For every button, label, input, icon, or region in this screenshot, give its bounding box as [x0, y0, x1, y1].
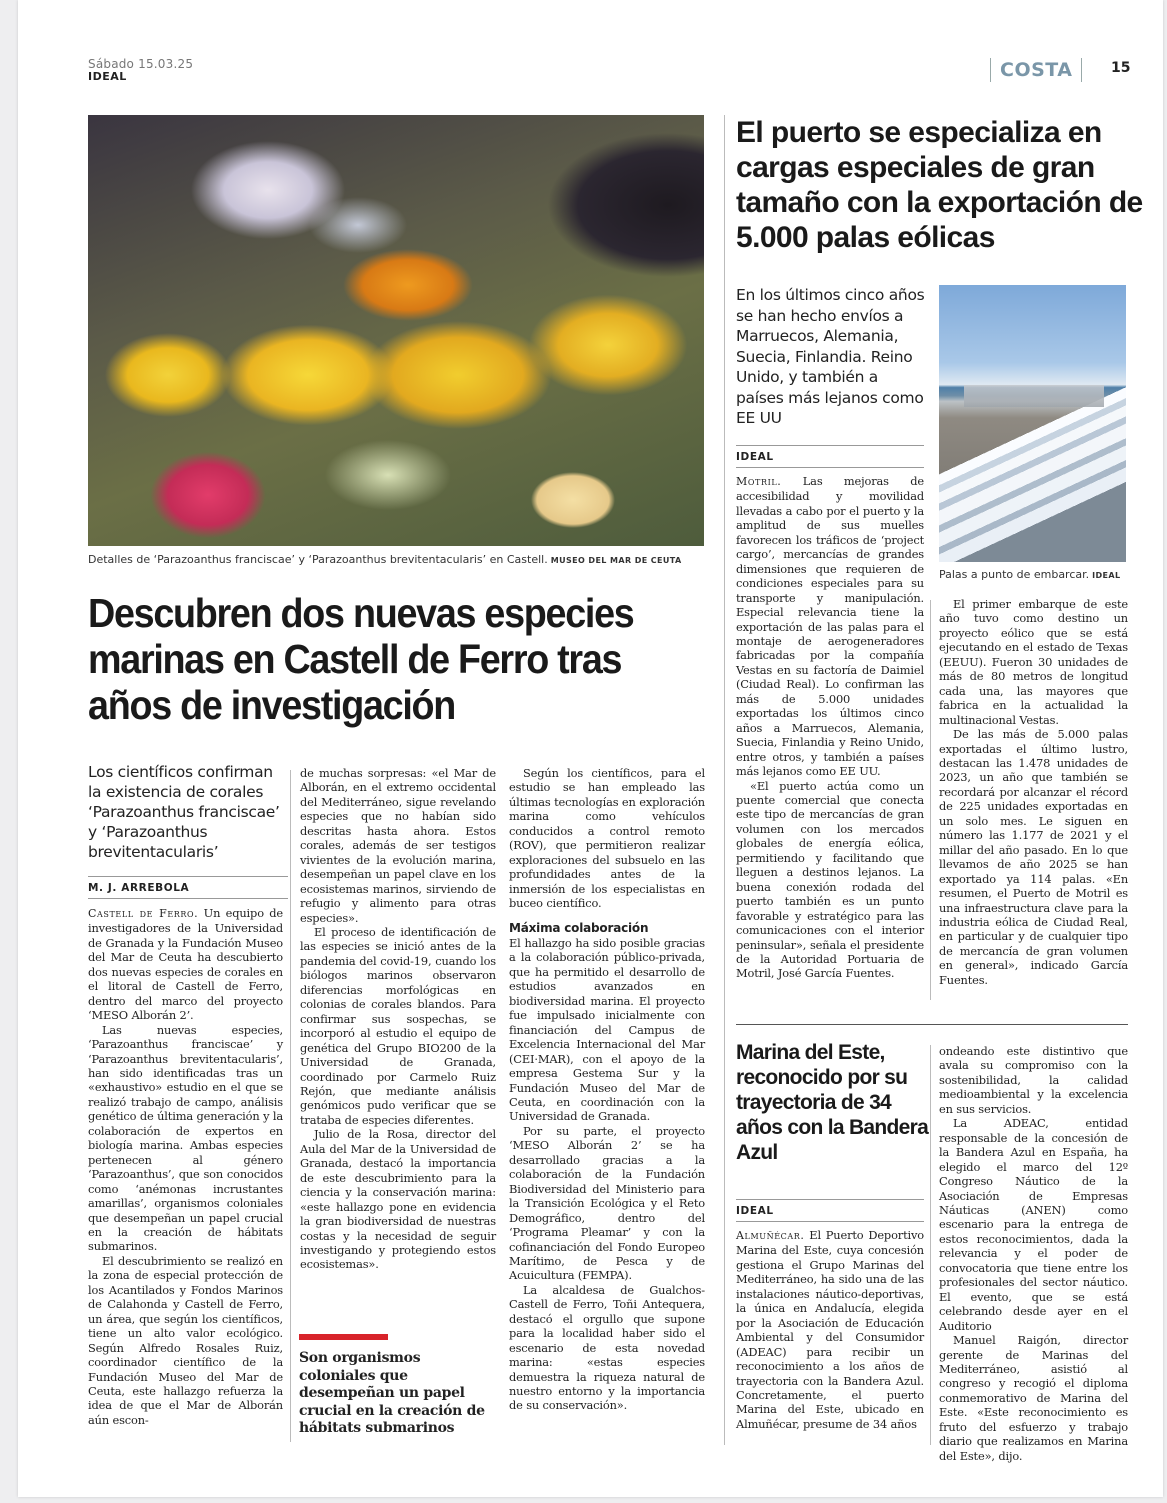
coral-photo-caption	[88, 553, 682, 566]
port-photo-caption	[939, 568, 1121, 581]
paragraph: La alcaldesa de Gualchos-Castell de Ferro, Toñi Antequera, destacó el orgullo que supone para la localidad haber sido el escenario de esta novedad marina: «estas especies demuestra la riqueza natural de nuestro entorno y la importancia de su conservación».	[509, 1282, 705, 1413]
pull-quote-bar	[299, 1334, 388, 1340]
marina-byline: IDEAL	[736, 1199, 924, 1222]
caption-text: Detalles de ‘Parazoanthus franciscae’ y ‘Parazoanthus brevitentacularis’ en Castell.	[88, 553, 548, 566]
paragraph: «El puerto actúa como un puente comercial que conecta este tipo de mercancías de gran volumen con los mercados globales de energía eólica, permitiendo y facilitando que lleguen a destinos lejanos. La buena conexión rodada del puerto también es un punto favorable y estratégico para las comunicaciones con el interior peninsular», señala el presidente de la Autoridad Portuaria de Motril, José García Fuentes.	[736, 778, 924, 981]
marina-headline: Marina del Este, reconocido por su trayectoria de 34 años con la Bandera Azul	[736, 1041, 929, 1164]
main-article-column-1	[88, 906, 283, 1427]
paragraph: Julio de la Rosa, director del Aula del Mar de la Universidad de Granada, destacó la importancia de este descubrimiento para la ciencia y la conservación marina: «este hallazgo pone en evidencia la gran biodiversidad de nuestras costas y la necesidad de seguir investigando y protegiendo estos ecosistemas».	[300, 1127, 496, 1272]
paragraph: El descubrimiento se realizó en la zona de especial protección de los Acantilados y Fondos Marinos de Calahonda y Castell de Ferro, un área, que según los científicos, tiene un alto valor ecológico. Según Alfredo Rosales Ruiz, coordinador científico de la Fundación Museo del Mar de Ceuta, este hallazgo refuerza la idea de que el Mar de Alborán aún escon-	[88, 1253, 283, 1427]
marina-article-column-2	[939, 1044, 1128, 1463]
caption-text: Palas a punto de embarcar.	[939, 568, 1090, 581]
wind-turbine-blades-photo-icon	[939, 285, 1126, 562]
dateline: Castell de Ferro.	[88, 907, 199, 920]
photo-credit: IDEAL	[1092, 571, 1121, 580]
main-deck: Los científicos confirman la existencia de corales ‘Parazoanthus franciscae’ y ‘Parazoanthus brevitentacularis’	[88, 763, 280, 861]
paragraph: El proceso de identificación de las especies se inició antes de la pandemia del covid-19, cuando los biólogos marinos observaron diferencias morfológicas en colonias de corales blandos. Para confirmar sus sospechas, se incorporó al estudio el equipo de genética del Grupo BIO200 de la Universidad de Granada, coordinado por Carmelo Ruiz Rejón, que mediante análisis genómicos pudo verificar que se trataba de especies diferentes.	[300, 924, 496, 1127]
paragraph: La ADEAC, entidad responsable de la concesión de la Bandera Azul en España, ha elegido el marco del 12º Congreso Náutico de la Asociación de Empresas Náuticas (ANEN) como escenario para la entrega de estos reconocimientos, dada la relevancia y el poder de convocatoria que tiene entre los profesionales del sector náutico. El evento, que se está celebrando desde ayer en el Auditorio	[939, 1116, 1128, 1333]
paragraph: Las nuevas especies, ‘Parazoanthus franciscae’ y ‘Parazoanthus brevitentacularis’, han sido identificadas tras un «exhaustivo» estudio en el que se realizó trabajo de campo, análisis genético de última generación y la colaboración de expertos en biología marina. Ambas especies pertenecen al género ‘Parazoanthus’, que son conocidos como ‘anémonas incrustantes amarillas’, organismos coloniales que desempeñan un papel crucial en la creación de hábitats submarinos.	[88, 1022, 283, 1254]
page-number: 15	[1111, 60, 1131, 76]
paragraph: ondeando este distintivo que avala su compromiso con la sostenibilidad, la calidad medioambiental y la excelencia en sus servicios.	[939, 1044, 1128, 1116]
newspaper-page	[18, 0, 1163, 1497]
main-article-column-3	[509, 766, 705, 1413]
column-divider	[930, 600, 931, 1000]
port-article-column-1	[736, 474, 924, 981]
subheading: Máxima colaboración	[509, 920, 649, 935]
marina-article-column-1	[736, 1228, 924, 1431]
publication-name: IDEAL	[88, 70, 127, 83]
paragraph: Según los científicos, para el estudio se han empleado las últimas tecnologías en exploración marina como vehículos conducidos a control remoto (ROV), que permitieron realizar exploraciones del subsuelo en las profundidades antes de la inmersión de los especialistas en buceo científico.	[509, 766, 705, 911]
paragraph: El Puerto Deportivo Marina del Este, cuya concesión gestiona el Grupo Marinas del Mediterráneo, ha sido una de las instalaciones náutico-deportivas, la única en Andalucía, elegida por la Asociación de Educación Ambiental y del Consumidor (ADEAC) para recibir un reconocimiento a los años de trayectoria con la Bandera Azul. Concretamente, el puerto Marina del Este, ubicado en Almuñécar, presume de 34 años	[736, 1228, 924, 1431]
port-deck: En los últimos cinco años se han hecho envíos a Marruecos, Alemania, Suecia, Finlandia. Reino Unido, y también a países más lejanos como EE UU	[736, 286, 925, 427]
main-byline: M. J. ARREBOLA	[88, 876, 288, 899]
port-article-column-2	[939, 597, 1128, 987]
paragraph: El primer embarque de este año tuvo como destino un proyecto eólico que se está ejecutando en el estado de Texas (EEUU). Fueron 30 unidades de más de 80 metros de longitud cada una, las mayores que fabrica en la actualidad la multinacional Vestas.	[939, 597, 1128, 727]
paragraph: Las mejoras de accesibilidad y movilidad llevadas a cabo por el puerto y la amplitud de sus muelles favorecen los tráficos de ‘project cargo’, mercancías de grandes dimensiones que requieren de condiciones especiales para su transporte y manipulación. Especial relevancia tiene la exportación de las palas para el montaje de aerogeneradores fabricadas por la compañía Vestas en su factoría de Daimiel (Ciudad Real). Lo confirman las más de 5.000 unidades exportadas los últimos cinco años a Marruecos, Alemania, Suecia, Finlandia y Reino Unido, entre otros, y también a países más lejanos como EE UU.	[736, 474, 924, 779]
dateline: Almuñécar.	[736, 1229, 805, 1242]
paragraph: Un equipo de investigadores de la Universidad de Granada y la Fundación Museo del Mar de Ceuta ha descubierto dos nuevas especies de corales en el litoral de Castell de Ferro, dentro del marco del proyecto ‘MESO Alborán 2’.	[88, 906, 283, 1023]
column-divider	[930, 1045, 931, 1445]
article-separator	[736, 1024, 1128, 1025]
port-byline: IDEAL	[736, 445, 924, 468]
paragraph: El hallazgo ha sido posible gracias a la colaboración público-privada, que ha permitido el desarrollo de estudios avanzados en biodiversidad marina. El proyecto fue impulsado inicialmente con financiación del Campus de Excelencia Internacional del Mar (CEI·MAR), con el apoyo de la empresa Gestema Sur y la Fundación Museo del Mar de Ceuta, en coordinación con la Universidad de Granada.	[509, 935, 705, 1124]
column-divider	[290, 770, 291, 1442]
main-article-column-2	[300, 766, 496, 1272]
main-headline: Descubren dos nuevas especies marinas en Castell de Ferro tras años de investigación	[88, 590, 634, 728]
issue-date: Sábado 15.03.25	[88, 57, 194, 71]
coral-photo-icon	[88, 115, 704, 546]
paragraph: Por su parte, el proyecto ‘MESO Alborán 2’ se ha desarrollado gracias a la colaboración de la Fundación Biodiversidad del Ministerio para la Transición Ecológica y el Reto Demográfico, dentro del ‘Programa Pleamar’ y con la cofinanciación del Fondo Europeo Marítimo, de Pesca y de Acuicultura (FEMPA).	[509, 1123, 705, 1283]
paragraph: Manuel Raigón, director gerente de Marinas del Mediterráneo, asistió al congreso y recogió el diploma conmemorativo de Marina del Este. «Este reconocimiento es fruto del esfuerzo y trabajo diario que realizamos en Marina del Este», dijo.	[939, 1333, 1128, 1463]
photo-credit: MUSEO DEL MAR DE CEUTA	[550, 556, 682, 565]
pull-quote: Son organismos coloniales que desempeñan un papel crucial en la creación de hábitats submarinos	[299, 1350, 485, 1436]
section-label: COSTA	[990, 58, 1082, 82]
article-divider	[724, 115, 725, 1445]
paragraph: De las más de 5.000 palas exportadas el último lustro, destacan las 1.478 unidades de 2023, un año que también se recordará por alcanzar el récord de 225 unidades exportadas en un solo mes. Le siguen en número las 1.177 de 2021 y el millar del año pasado. En lo que llevamos de año 2025 se han exportado ya 114 palas. «En resumen, el Puerto de Motril es una infraestructura clave para la industria eólica de Ciudad Real, en particular y de cualquier tipo de mercancía de gran volumen en general», indicado García Fuentes.	[939, 727, 1128, 987]
port-headline: El puerto se especializa en cargas especiales de gran tamaño con la exportación de 5.000 palas eólicas	[736, 116, 1143, 254]
paragraph: de muchas sorpresas: «el Mar de Alborán, en el extremo occidental del Mediterráneo, sigue revelando especies que no habían sido descritas hasta ahora. Estos corales, además de ser testigos vivientes de la evolución marina, desempeñan un papel clave en los ecosistemas marinos, sirviendo de refugio y alimento para otras especies».	[300, 766, 496, 925]
dateline: Motril.	[736, 475, 782, 488]
